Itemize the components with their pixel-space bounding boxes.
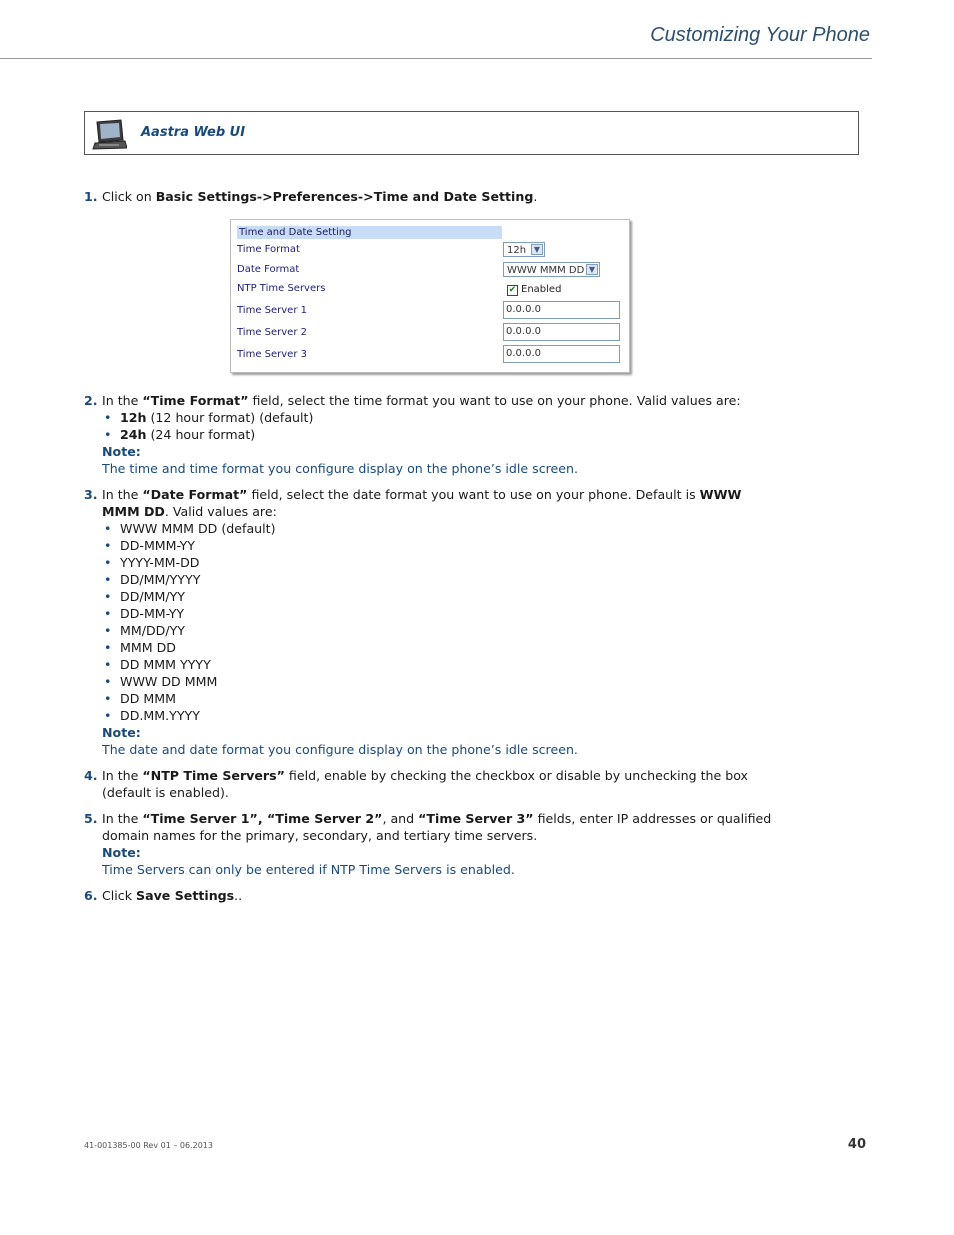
computer-monitor-icon [91,118,127,150]
ntp-enabled-checkbox[interactable]: ✔ [508,285,517,295]
time-server-1-input[interactable]: 0.0.0.0 [503,301,620,319]
instruction-steps [84,188,774,205]
chevron-down-icon: ▼ [586,264,598,275]
step-text: field, enable by checking the checkbox or disable by unchecking the box (default is enabled). [102,768,749,800]
step-text: field, select the date format you want to use on your phone. Default is [247,487,700,502]
value-name: 12h [120,410,147,425]
field-name: “Date Format” [142,487,248,502]
ntp-enabled-label: Enabled [521,284,562,295]
value-name: 24h [120,427,147,442]
step-text: .. [234,888,243,903]
note-label: Note: [102,845,141,860]
step-text: fields, enter IP addresses or qualified domain names for the primary, secondary, and tertiary time servers. [102,811,772,843]
note-text: The date and date format you configure display on the phone’s idle screen. [102,742,578,757]
default-value: WWW MMM DD [102,487,742,519]
step-6 [84,887,774,904]
step-number: 4. [84,768,98,783]
step-text: Click on [102,189,156,204]
button-name: Save Settings [136,888,235,903]
chevron-down-icon: ▼ [531,244,543,255]
list-item: • YYYY-MM-DD [102,554,774,571]
ntp-time-servers-label: NTP Time Servers [237,283,326,294]
list-item: • DD-MM-YY [102,605,774,622]
step-number: 2. [84,393,98,408]
web-ui-callout [84,111,859,155]
note-label: Note: [102,725,141,740]
instruction-steps-continued [84,392,774,904]
field-name: “Time Server 1”, “Time Server 2” [142,811,383,826]
list-item: • DD MMM [102,690,774,707]
time-format-label: Time Format [237,244,300,255]
list-item: • DD-MMM-YY [102,537,774,554]
value-desc: (12 hour format) (default) [146,410,314,425]
step-text: Click [102,888,137,903]
document-id: 41-001385-00 Rev 01 – 06.2013 [84,1141,213,1150]
time-format-value: 12h [507,245,527,256]
date-format-value: WWW MMM DD [507,265,585,276]
time-server-2-label: Time Server 2 [237,327,307,338]
step-number: 1. [84,189,98,204]
step-text: , and [382,811,419,826]
step-text: In the [102,768,143,783]
time-server-3-label: Time Server 3 [237,349,307,360]
menu-path: Basic Settings->Preferences->Time and Date Setting [155,189,534,204]
list-item [102,409,774,426]
time-format-select[interactable] [503,242,545,257]
step-text: . Valid values are: [164,504,277,519]
step-number: 5. [84,811,98,826]
list-item: • DD.MM.YYYY [102,707,774,724]
list-item: • MM/DD/YY [102,622,774,639]
list-item [102,426,774,443]
list-item: • WWW DD MMM [102,673,774,690]
step-number: 6. [84,888,98,903]
time-server-3-input[interactable]: 0.0.0.0 [503,345,620,363]
step-3 [84,486,774,758]
settings-heading: Time and Date Setting [237,226,502,239]
step-text: field, select the time format you want to use on your phone. Valid values are: [248,393,741,408]
step-4 [84,767,774,801]
date-format-label: Date Format [237,264,300,275]
value-desc: (24 hour format) [146,427,256,442]
step-text: In the [102,487,143,502]
time-format-values [102,409,774,443]
step-number: 3. [84,487,98,502]
time-date-settings-screenshot [230,219,630,373]
field-name: “Time Server 3” [418,811,534,826]
note-text: The time and time format you configure display on the phone’s idle screen. [102,461,579,476]
note-label: Note: [102,444,141,459]
header-divider [0,58,872,59]
date-format-values [102,520,774,724]
list-item: • DD MMM YYYY [102,656,774,673]
list-item: • MMM DD [102,639,774,656]
time-server-2-input[interactable]: 0.0.0.0 [503,323,620,341]
note-text: Time Servers can only be entered if NTP Time Servers is enabled. [102,862,515,877]
step-1 [84,188,774,205]
list-item: • DD/MM/YYYY [102,571,774,588]
list-item: • DD/MM/YY [102,588,774,605]
step-text: . [533,189,538,204]
list-item: • WWW MMM DD (default) [102,520,774,537]
step-text: In the [102,393,143,408]
time-server-1-label: Time Server 1 [237,305,307,316]
field-name: “Time Format” [142,393,249,408]
step-text: In the [102,811,143,826]
web-ui-label: Aastra Web UI [141,125,246,140]
date-format-select[interactable] [503,262,600,277]
field-name: “NTP Time Servers” [142,768,285,783]
page-header-title: Customizing Your Phone [650,24,870,46]
step-2 [84,392,774,477]
step-5 [84,810,774,878]
page-number: 40 [847,1137,866,1152]
